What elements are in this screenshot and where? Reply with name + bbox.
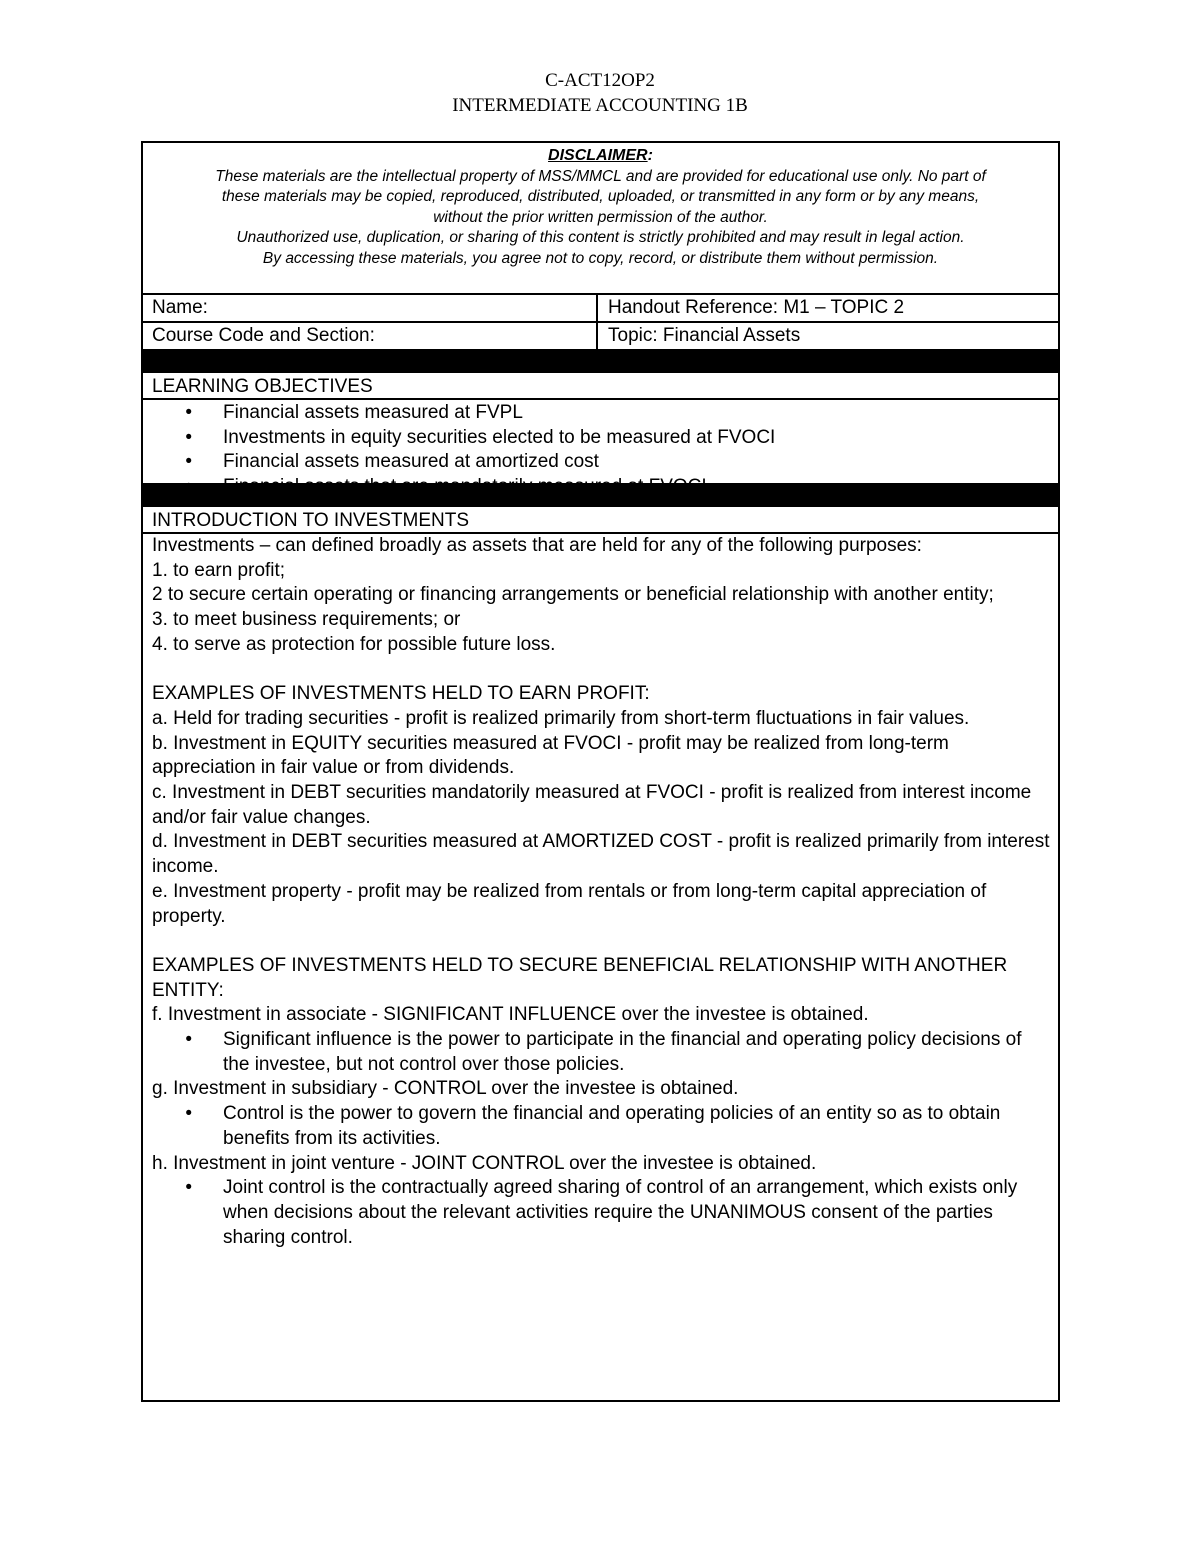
bullet-icon: • <box>185 1103 192 1125</box>
example-item: f. Investment in associate - SIGNIFICANT INFLUENCE over the investee is obtained. <box>152 1004 869 1026</box>
list-item: • Financial assets that are mandatorily measured at FVOCI <box>152 475 1050 500</box>
handout-reference: Handout Reference: M1 – TOPIC 2 <box>608 297 905 318</box>
objectives-list <box>143 400 1058 498</box>
bullet-icon: • <box>185 476 192 498</box>
bullet-icon: • <box>185 1177 192 1199</box>
bullet-icon: • <box>185 451 192 473</box>
intro-heading: INTRODUCTION TO INVESTMENTS <box>143 507 1058 534</box>
relationship-examples-heading: EXAMPLES OF INVESTMENTS HELD TO SECURE BENEFICIAL RELATIONSHIP WITH ANOTHER ENTITY: <box>152 954 1008 1001</box>
disclaimer-line: these materials may be copied, reproduced, distributed, uploaded, or transmitted in any form or by any means, <box>221 188 980 206</box>
purpose-item: 4. to serve as protection for possible future loss. <box>152 633 556 655</box>
list-item: • Financial assets measured at FVPL <box>152 401 1050 426</box>
purpose-item: 2 to secure certain operating or financing arrangements or beneficial relationship with another entity; <box>152 584 994 606</box>
investment-definition: Investments – can defined broadly as assets that are held for any of the following purposes: <box>152 535 922 556</box>
bullet-icon: • <box>185 402 192 423</box>
list-item: • Significant influence is the power to participate in the financial and operating policy decisions of the investee, but not control over those policies. <box>152 1028 1050 1077</box>
objectives-heading: LEARNING OBJECTIVES <box>143 373 1058 400</box>
course-section-label: Course Code and Section: <box>143 323 598 349</box>
document-header <box>0 68 1200 118</box>
handout-frame <box>141 141 1060 1402</box>
bullet-icon: • <box>185 1029 192 1051</box>
example-item: c. Investment in DEBT securities mandatorily measured at FVOCI - profit is realized from interest income and/or fair value changes. <box>152 782 1032 828</box>
info-row-course <box>143 321 1058 349</box>
list-item: • Control is the power to govern the financial and operating policies of an entity so as to obtain benefits from its activities. <box>152 1102 1050 1151</box>
intro-content <box>143 534 1058 1250</box>
course-code: C-ACT12OP2 <box>545 70 655 91</box>
info-row-name <box>143 293 1058 321</box>
example-item: h. Investment in joint venture - JOINT CONTROL over the investee is obtained. <box>152 1152 817 1174</box>
disclaimer-line: Unauthorized use, duplication, or sharing of this content is strictly prohibited and may result in legal action. <box>236 229 965 247</box>
example-item: e. Investment property - profit may be realized from rentals or from long-term capital appreciation of property. <box>152 880 987 927</box>
profit-examples-heading: EXAMPLES OF INVESTMENTS HELD TO EARN PROFIT: <box>152 683 650 705</box>
section-divider <box>143 349 1058 373</box>
example-item: d. Investment in DEBT securities measured at AMORTIZED COST - profit is realized primarily from interest income. <box>152 831 1050 878</box>
purpose-item: 3. to meet business requirements; or <box>152 609 461 631</box>
subject-title: INTERMEDIATE ACCOUNTING 1B <box>452 95 748 116</box>
disclaimer-line: without the prior written permission of the author. <box>433 208 768 226</box>
list-item: • Investments in equity securities elected to be measured at FVOCI <box>152 426 1050 451</box>
disclaimer-title: DISCLAIMER: <box>548 147 653 164</box>
purpose-item: 1. to earn profit; <box>152 559 286 581</box>
bullet-icon: • <box>185 426 192 448</box>
disclaimer-line: These materials are the intellectual property of MSS/MMCL and are provided for educational use only. No part of <box>215 167 986 185</box>
name-field-label: Name: <box>143 295 598 321</box>
disclaimer-line: By accessing these materials, you agree not to copy, record, or distribute them without permission. <box>262 249 939 267</box>
list-item: • Joint control is the contractually agreed sharing of control of an arrangement, which exists only when decisions about the relevant activities require the UNANIMOUS consent of the parties sharing control. <box>152 1176 1050 1250</box>
example-item: a. Held for trading securities - profit is realized primarily from short-term fluctuations in fair values. <box>152 707 970 729</box>
list-item: • Financial assets measured at amortized cost <box>152 450 1050 475</box>
example-item: b. Investment in EQUITY securities measured at FVOCI - profit may be realized from long-term appreciation in fair value or from dividends. <box>152 732 949 779</box>
topic-label: Topic: Financial Assets <box>608 325 801 346</box>
example-item: g. Investment in subsidiary - CONTROL over the investee is obtained. <box>152 1078 739 1100</box>
disclaimer-block <box>143 143 1058 293</box>
